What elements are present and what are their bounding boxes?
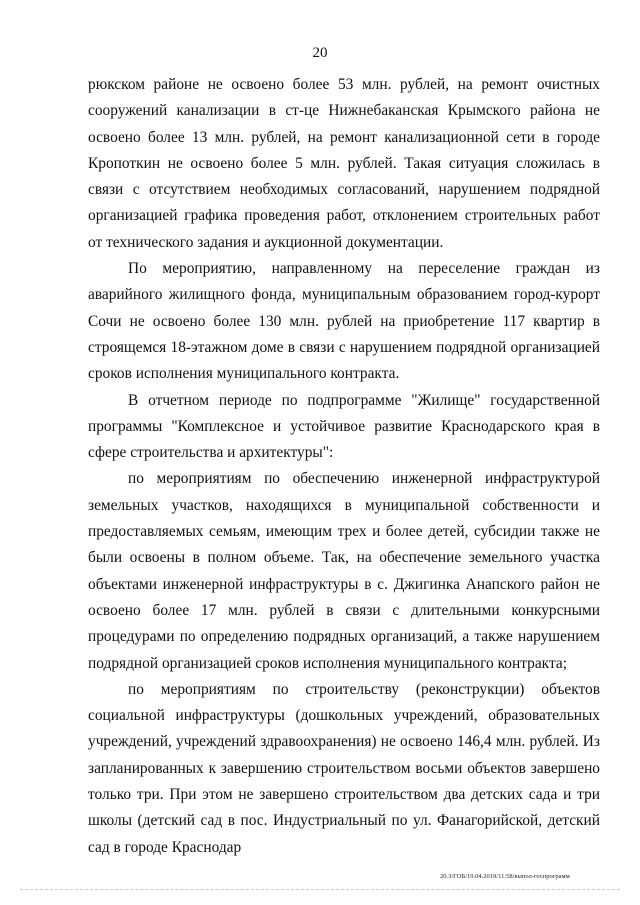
paragraph: по мероприятиям по обеспечению инженерной инфраструктурой земельных участков, находящихся в муниципальной собственности и предоставляемых семьям, имеющим трех и более детей, субсидии также не были освоены в полном объеме. Так, на обеспечение земельного участка объектами инженерной инфраструктуры в с. Джигинка Анапского район не освоено более 17 млн. рублей в связи с длительными конкурсными процедурами по определению подрядных организаций, а также нарушением подрядной организацией сроков исполнения муниципального контракта; xyxy=(88,470,600,672)
body-text xyxy=(88,72,600,861)
paragraph: В отчетном периоде по подпрограмме "Жилище" государственной программы "Комплексное и устойчивое развитие Краснодарского края в сфере строительства и архитектуры": xyxy=(88,391,600,462)
paragraph: рюкском районе не освоено более 53 млн. рублей, на ремонт очистных сооружений канализации в ст-це Нижнебаканская Крымского района не освоено более 13 млн. рублей, на ремонт канализационной сети в городе Кропоткин не освоено более 5 млн. рублей. Такая ситуация сложилась в связи с отсутствием необходимых согласований, нарушением подрядной организацией графика проведения работ, отклонением строительных работ от технического задания и аукционной документации. xyxy=(88,76,600,251)
page-number: 20 xyxy=(312,45,328,61)
paragraph: по мероприятиям по строительству (реконструкции) объектов социальной инфраструктуры (дошкольных учреждений, образовательных учреждений, учреждений здравоохранения) не освоено 146,4 млн. рублей. Из запланированных к завершению строительством восьми объектов завершено только три. При этом не завершено строительством два детских сада и три школы (детский сад в пос. Индустриальный по ул. Фанагорийской, детский сад в городе Краснодар xyxy=(88,680,600,856)
paragraph: По мероприятию, направленному на переселение граждан из аварийного жилищного фонда, муниципальным образованием город-курорт Сочи не освоено более 130 млн. рублей на приобретение 117 квартир в строящемся 18-этажном доме в связи с нарушением подрядной организацией сроков исполнения муниципального контракта. xyxy=(88,260,600,383)
footer-divider xyxy=(20,889,620,890)
document-footer-code: 20.3/ГОБ/19.04.2019/11:58/выпол-госпрограмм xyxy=(440,873,570,880)
